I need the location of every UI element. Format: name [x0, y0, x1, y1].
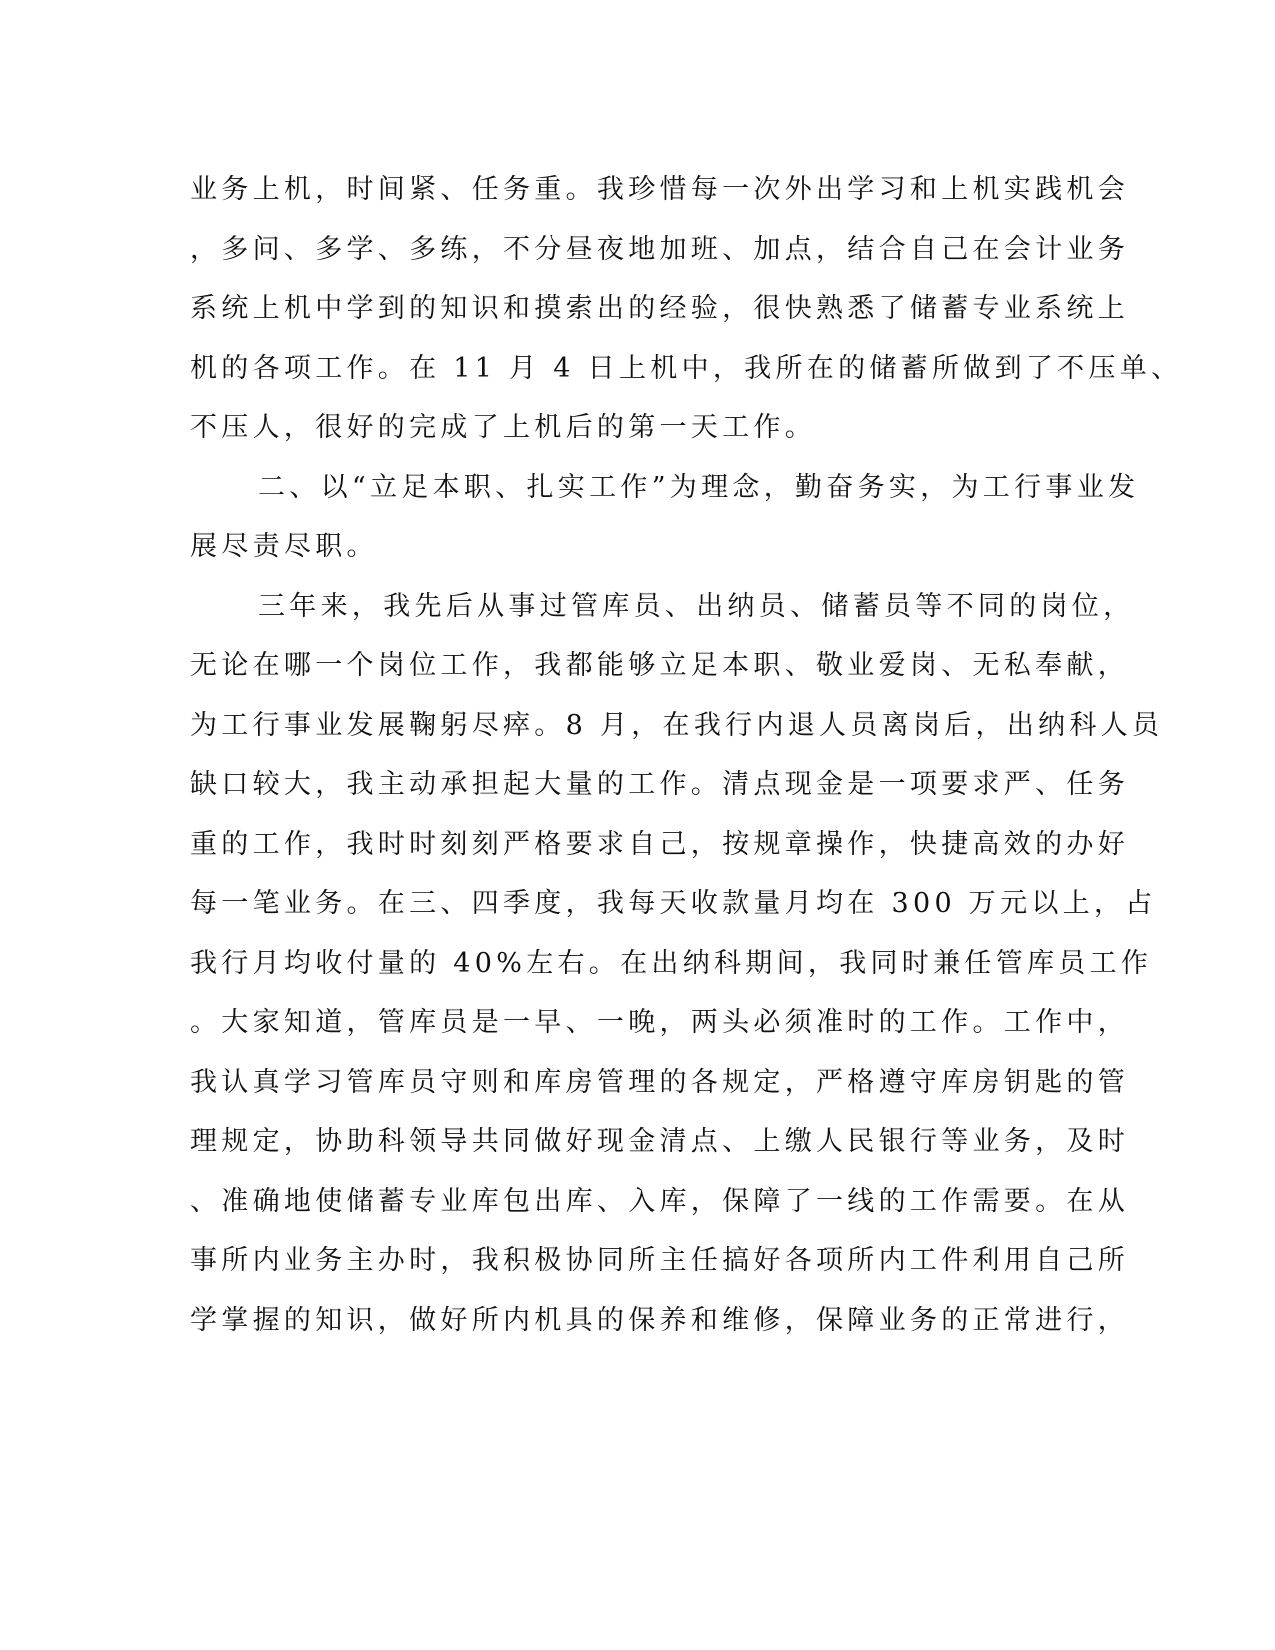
- text-line: 理规定，协助科领导共同做好现金清点、上缴人民银行等业务，及时: [190, 1126, 1129, 1157]
- text-line: 系统上机中学到的知识和摸索出的经验，很快熟悉了储蓄专业系统上: [190, 293, 1129, 324]
- paragraph-start-line: 三年来，我先后从事过管库员、出纳员、储蓄员等不同的岗位，: [258, 590, 1135, 622]
- text-line: 为工行事业发展鞠躬尽瘁。8 月，在我行内退人员离岗后，出纳科人员: [190, 709, 1164, 741]
- section-heading-line: 二、以“立足本职、扎实工作”为理念，勤奋务实，为工行事业发: [258, 471, 1140, 503]
- text-line: 机的各项工作。在 11 月 4 日上机中，我所在的储蓄所做到了不压单、: [190, 352, 1183, 384]
- text-line: 事所内业务主办时，我积极协同所主任搞好各项所内工件利用自己所: [190, 1245, 1129, 1276]
- text-line: 业务上机，时间紧、任务重。我珍惜每一次外出学习和上机实践机会: [190, 174, 1129, 205]
- text-line: 、准确地使储蓄专业库包出库、入库，保障了一线的工作需要。在从: [190, 1185, 1129, 1217]
- text-line: 重的工作，我时时刻刻严格要求自己，按规章操作，快捷高效的办好: [190, 828, 1129, 860]
- text-line: 不压人，很好的完成了上机后的第一天工作。: [190, 412, 816, 443]
- text-line: 。大家知道，管库员是一早、一晚，两头必须准时的工作。工作中，: [190, 1007, 1129, 1038]
- text-line: 我认真学习管库员守则和库房管理的各规定，严格遵守库房钥匙的管: [190, 1066, 1129, 1098]
- text-line: 我行月均收付量的 40%左右。在出纳科期间，我同时兼任管库员工作: [190, 947, 1153, 979]
- text-line: 缺口较大，我主动承担起大量的工作。清点现金是一项要求严、任务: [190, 769, 1129, 800]
- body-text: [190, 160, 1183, 1350]
- text-line: 学掌握的知识，做好所内机具的保养和维修，保障业务的正常进行，: [190, 1304, 1129, 1336]
- section-heading-line: 展尽责尽职。: [190, 531, 378, 562]
- text-line: 每一笔业务。在三、四季度，我每天收款量月均在 300 万元以上，占: [190, 888, 1157, 919]
- text-line: 无论在哪一个岗位工作，我都能够立足本职、敬业爱岗、无私奉献，: [190, 650, 1129, 681]
- text-line: ，多问、多学、多练，不分昼夜地加班、加点，结合自己在会计业务: [190, 233, 1129, 265]
